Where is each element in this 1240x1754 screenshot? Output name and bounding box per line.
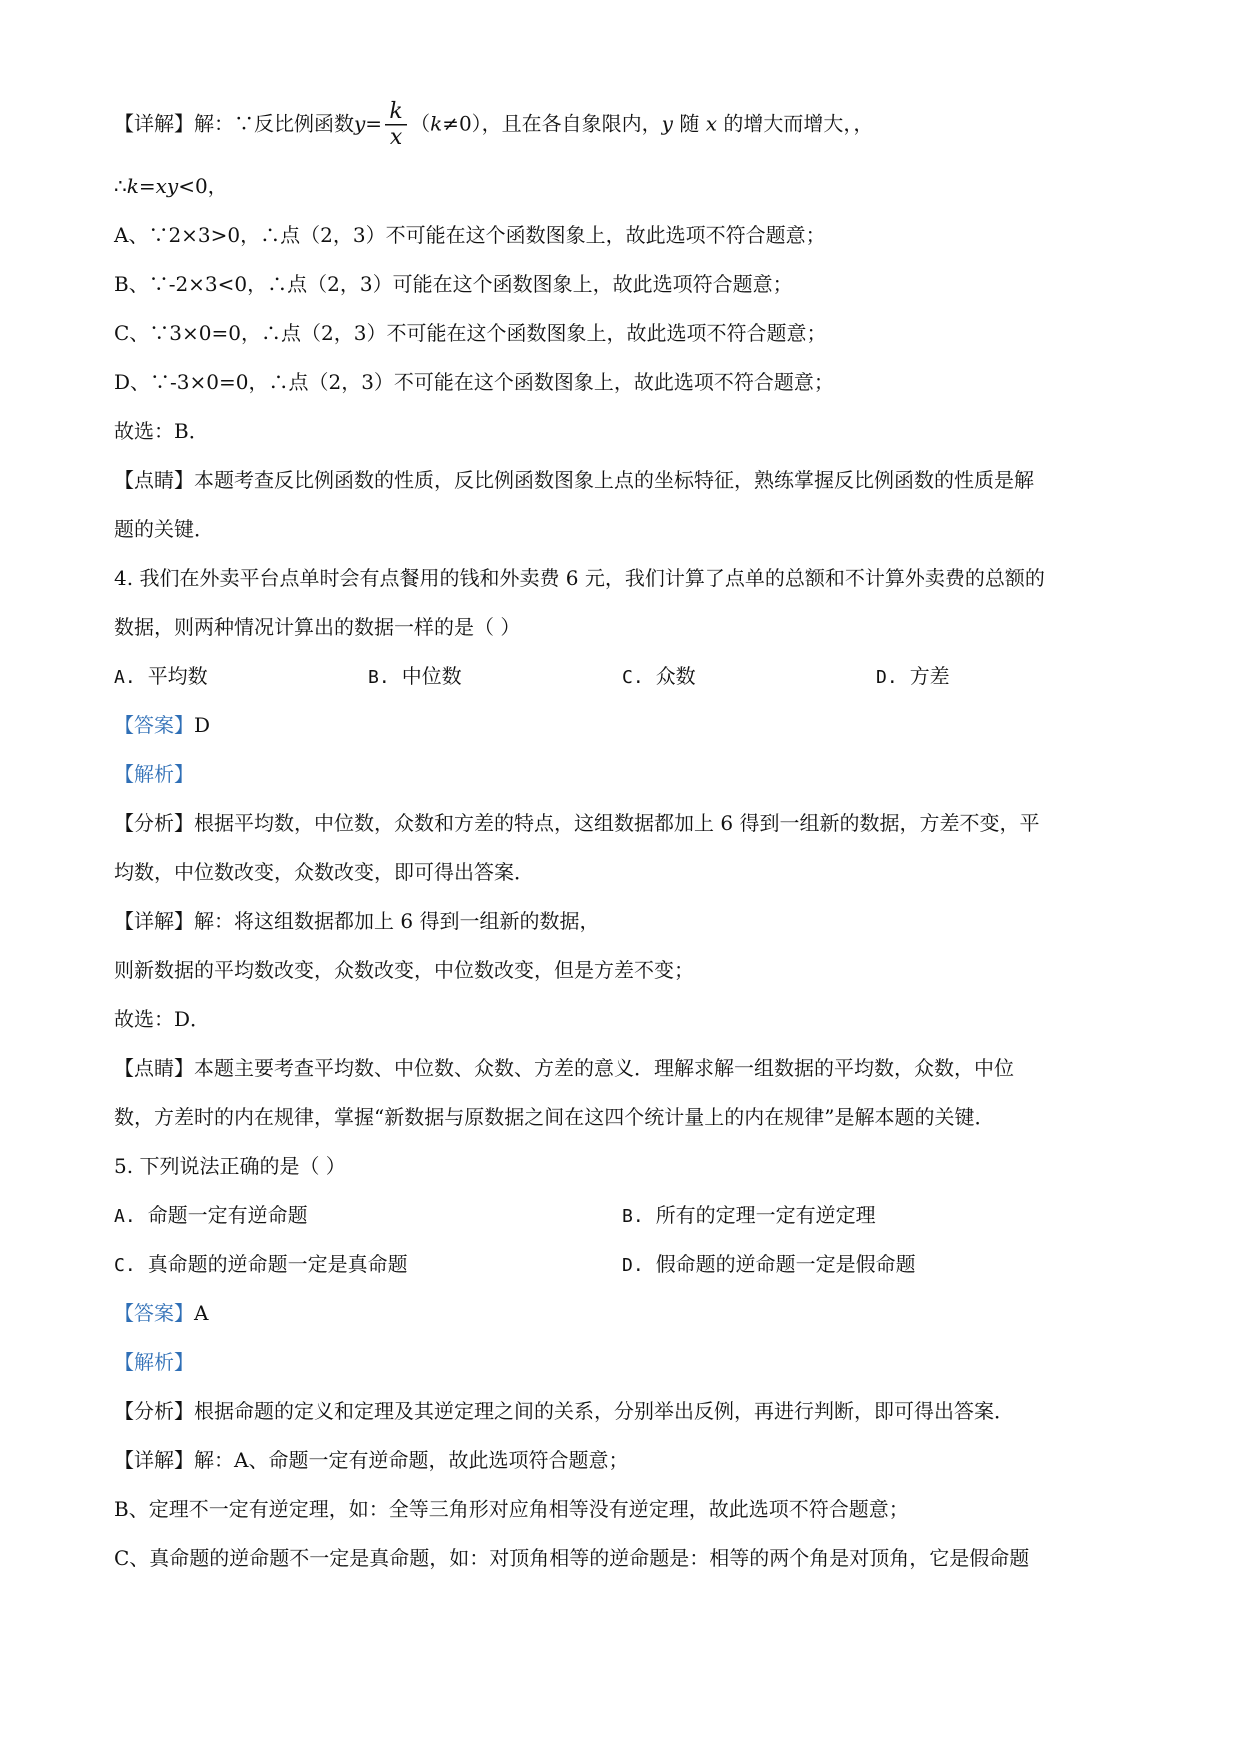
q3-option-b-line: B、∵-2×3<0，∴点（2，3）可能在这个函数图象上，故此选项符合题意；: [114, 272, 793, 296]
answer-value: A: [194, 1301, 209, 1325]
answer-value: D: [194, 713, 211, 737]
q5-detail-line: 【详解】解：A、命题一定有逆命题，故此选项符合题意；: [114, 1448, 629, 1472]
q5-stem-line: 5. 下列说法正确的是（ ）: [114, 1154, 346, 1178]
q4-choice-line: 故选：D．: [114, 1007, 211, 1031]
q4-comment-line: 数，方差时的内在规律，掌握“新数据与原数据之间在这四个统计量上的内在规律”是解本题的关键．: [114, 1105, 995, 1129]
detail-label: 【详解】: [114, 111, 194, 136]
q4-answer-line: [114, 711, 210, 739]
q4-detail-line: 【详解】解：将这组数据都加上 6 得到一组新的数据，: [114, 909, 600, 933]
q5-option-b: B. 所有的定理一定有逆定理: [622, 1203, 876, 1227]
q5-analysis-line: 【分析】根据命题的定义和定理及其逆定理之间的关系，分别举出反例，再进行判断，即可得出答案．: [114, 1399, 1014, 1423]
q3-comment-line: 题的关键．: [114, 517, 214, 541]
q3-choice-line: 故选：B．: [114, 419, 209, 443]
q4-detail-line: 则新数据的平均数改变，众数改变，中位数改变，但是方差不变；: [114, 958, 694, 982]
q4-analysis-line: 【分析】根据平均数，中位数，众数和方差的特点，这组数据都加上 6 得到一组新的数据，方差不变，平: [114, 811, 1040, 835]
q5-detail-line: B、定理不一定有逆定理，如：全等三角形对应角相等没有逆定理，故此选项不符合题意；: [114, 1497, 909, 1521]
q4-option-b: B. 中位数: [368, 664, 462, 688]
q3-option-c-line: C、∵3×0=0，∴点（2，3）不可能在这个函数图象上，故此选项不符合题意；: [114, 321, 827, 345]
q3-detail-line: 【详解】解：∵反比例函数y= k x （k≠0），且在各自象限内，y 随 x 的增大而增大，，: [114, 99, 874, 150]
q4-analysis-label: 【解析】: [114, 762, 194, 786]
q4-option-a: A. 平均数: [114, 664, 208, 688]
q4-stem-line: 数据，则两种情况计算出的数据一样的是（ ）: [114, 615, 521, 639]
q4-option-d: D. 方差: [876, 664, 950, 688]
q3-therefore-line: ∴k=xy<0，: [114, 174, 228, 198]
answer-label: 【答案】: [114, 1301, 194, 1325]
q3-option-d-line: D、∵-3×0=0，∴点（2，3）不可能在这个函数图象上，故此选项不符合题意；: [114, 370, 834, 394]
q3-option-a-line: A、∵2×3>0，∴点（2，3）不可能在这个函数图象上，故此选项不符合题意；: [114, 223, 826, 247]
q5-detail-line: C、真命题的逆命题不一定是真命题，如：对顶角相等的逆命题是：相等的两个角是对顶角，它是假命题: [114, 1546, 1030, 1570]
q4-comment-line: 【点睛】本题主要考查平均数、中位数、众数、方差的意义．理解求解一组数据的平均数，众数，中位: [114, 1056, 1014, 1080]
fraction-k-over-x: k x: [385, 100, 407, 150]
q4-analysis-line: 均数，中位数改变，众数改变，即可得出答案．: [114, 860, 534, 884]
q5-option-c: C. 真命题的逆命题一定是真命题: [114, 1252, 408, 1276]
q5-analysis-label: 【解析】: [114, 1350, 194, 1374]
q5-answer-line: [114, 1299, 208, 1327]
q4-stem-line: 4. 我们在外卖平台点单时会有点餐用的钱和外卖费 6 元，我们计算了点单的总额和不计算外卖费的总额的: [114, 566, 1045, 590]
q5-option-d: D. 假命题的逆命题一定是假命题: [622, 1252, 916, 1276]
q5-option-a: A. 命题一定有逆命题: [114, 1203, 308, 1227]
q3-comment-line: 【点睛】本题考查反比例函数的性质，反比例函数图象上点的坐标特征，熟练掌握反比例函数的性质是解: [114, 468, 1034, 492]
answer-label: 【答案】: [114, 713, 194, 737]
q4-option-c: C. 众数: [622, 664, 696, 688]
